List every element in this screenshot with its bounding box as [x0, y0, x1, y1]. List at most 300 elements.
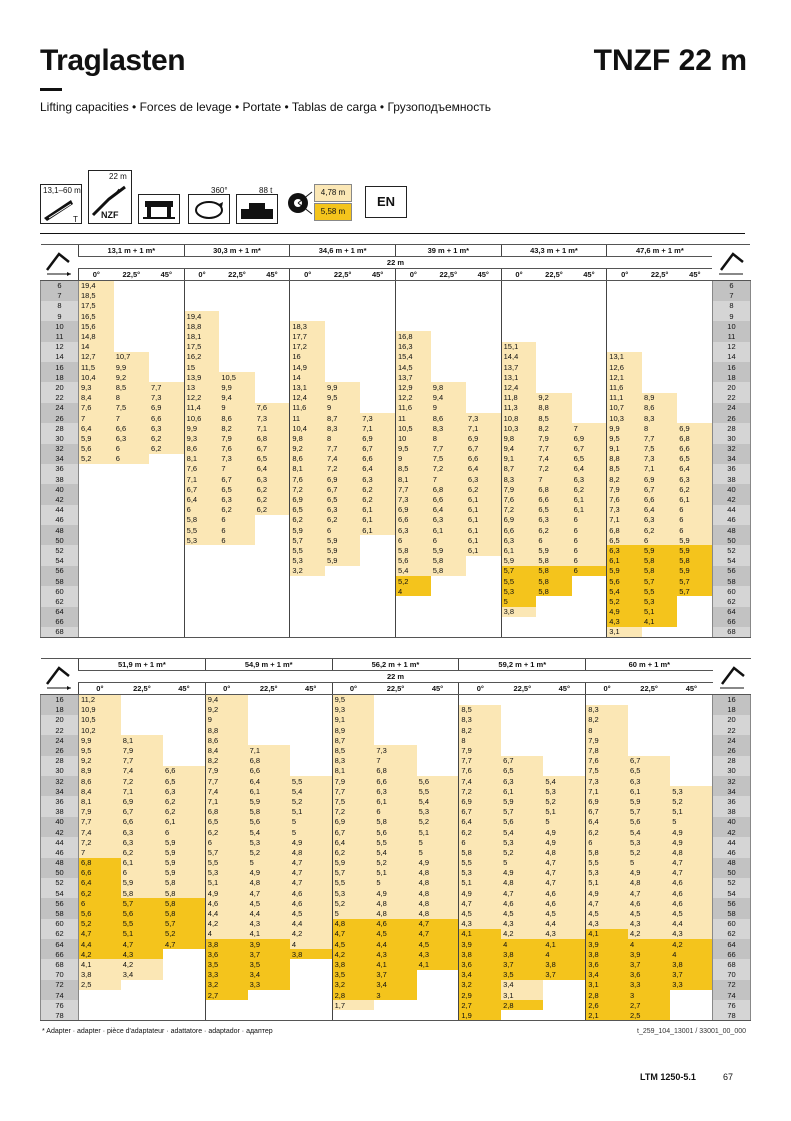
capacity-cell: 6,7 — [184, 484, 219, 494]
capacity-cell: 6,2 — [121, 847, 163, 857]
capacity-cell: 1,9 — [459, 1010, 501, 1020]
capacity-cell — [572, 362, 607, 372]
capacity-cell: 6,3 — [572, 474, 607, 484]
table-row — [41, 878, 751, 888]
capacity-cell: 6,7 — [466, 444, 501, 454]
capacity-cell: 6,9 — [642, 474, 677, 484]
capacity-cell: 9,5 — [395, 444, 430, 454]
capacity-cell — [374, 1000, 416, 1010]
radius-cell: 64 — [712, 607, 750, 617]
outrigger-base-1: 4,78 m — [314, 184, 352, 202]
capacity-cell — [219, 311, 254, 321]
capacity-cell: 6,3 — [360, 474, 395, 484]
capacity-cell: 6,1 — [163, 817, 205, 827]
capacity-cell — [248, 990, 290, 1000]
capacity-cell: 7 — [114, 413, 149, 423]
capacity-cell: 7,1 — [184, 474, 219, 484]
capacity-cell: 3,8 — [586, 949, 628, 959]
capacity-cell: 6 — [219, 515, 254, 525]
capacity-cell: 7,9 — [586, 735, 628, 745]
capacity-cell — [677, 362, 712, 372]
capacity-cell: 9,9 — [114, 362, 149, 372]
capacity-cell — [360, 291, 395, 301]
capacity-cell — [431, 362, 466, 372]
radius-cell: 54 — [713, 888, 751, 898]
capacity-cell — [431, 627, 466, 637]
capacity-cell: 6,6 — [536, 494, 571, 504]
capacity-cell: 6,7 — [642, 484, 677, 494]
capacity-cell: 9,2 — [79, 756, 121, 766]
capacity-cell — [290, 715, 332, 725]
radius-cell: 30 — [41, 433, 79, 443]
capacity-cell: 5,6 — [79, 908, 121, 918]
capacity-cell: 4,6 — [670, 878, 712, 888]
capacity-cell: 6,2 — [360, 484, 395, 494]
capacity-cell: 5,4 — [395, 566, 430, 576]
capacity-cell: 5,5 — [642, 586, 677, 596]
capacity-cell: 5 — [417, 847, 459, 857]
capacity-cell — [572, 607, 607, 617]
capacity-cell: 4,5 — [586, 908, 628, 918]
capacity-cell — [417, 1010, 459, 1020]
capacity-cell: 3,6 — [628, 970, 670, 980]
capacity-cell — [121, 990, 163, 1000]
capacity-cell: 6,2 — [586, 827, 628, 837]
capacity-cell: 5,1 — [459, 878, 501, 888]
capacity-cell: 5,8 — [184, 515, 219, 525]
radius-cell: 36 — [712, 464, 750, 474]
capacity-cell: 6,5 — [607, 535, 642, 545]
boom-length-header: 34,6 m + 1 m* — [290, 245, 396, 257]
angle-header: 45° — [290, 683, 332, 695]
capacity-cell: 6,4 — [332, 837, 374, 847]
capacity-cell: 9,5 — [325, 393, 360, 403]
capacity-cell: 5,5 — [290, 776, 332, 786]
capacity-cell: 10,9 — [79, 705, 121, 715]
capacity-cell: 6 — [459, 837, 501, 847]
capacity-cell — [543, 705, 585, 715]
capacity-cell: 5,5 — [586, 858, 628, 868]
capacity-cell: 3,7 — [248, 949, 290, 959]
capacity-cell: 5,2 — [607, 596, 642, 606]
table-row — [41, 908, 751, 918]
capacity-cell: 6 — [572, 556, 607, 566]
capacity-cell: 5,1 — [670, 807, 712, 817]
radius-cell: 64 — [41, 939, 79, 949]
capacity-cell — [219, 352, 254, 362]
capacity-cell: 6 — [572, 525, 607, 535]
table-row — [41, 342, 751, 352]
capacity-cell: 4,7 — [501, 888, 543, 898]
table-row — [41, 888, 751, 898]
radius-cell: 54 — [712, 556, 750, 566]
capacity-cell: 4,8 — [417, 878, 459, 888]
radius-cell: 64 — [41, 607, 79, 617]
capacity-cell: 4,9 — [459, 888, 501, 898]
capacity-cell: 7,1 — [466, 423, 501, 433]
capacity-cell: 5,2 — [670, 796, 712, 806]
radius-cell: 58 — [41, 908, 79, 918]
radius-cell: 60 — [713, 919, 751, 929]
capacity-cell: 7,9 — [607, 484, 642, 494]
radius-cell: 26 — [41, 413, 79, 423]
capacity-cell — [628, 695, 670, 705]
angle-header: 22,5° — [628, 683, 670, 695]
capacity-cell: 4,7 — [121, 939, 163, 949]
capacity-cell: 3,4 — [586, 970, 628, 980]
capacity-cell: 10,5 — [395, 423, 430, 433]
capacity-cell: 5,2 — [374, 858, 416, 868]
table-row — [41, 735, 751, 745]
capacity-cell: 3,5 — [205, 959, 247, 969]
capacity-cell: 6 — [572, 515, 607, 525]
capacity-cell: 5 — [248, 858, 290, 868]
capacity-cell: 6,7 — [332, 827, 374, 837]
capacity-cell: 6,7 — [586, 807, 628, 817]
capacity-cell: 5,8 — [642, 556, 677, 566]
capacity-cell — [114, 617, 149, 627]
capacity-cell: 6,3 — [431, 515, 466, 525]
radius-cell: 68 — [41, 959, 79, 969]
capacity-cell — [677, 352, 712, 362]
capacity-cell: 6,2 — [255, 484, 290, 494]
capacity-cell — [219, 566, 254, 576]
capacity-cell: 6 — [572, 545, 607, 555]
capacity-cell: 10 — [395, 433, 430, 443]
capacity-cell: 4,8 — [332, 919, 374, 929]
capacity-cell — [501, 311, 536, 321]
capacity-cell — [255, 301, 290, 311]
capacity-cell — [536, 311, 571, 321]
capacity-cell — [572, 311, 607, 321]
capacity-cell — [248, 1000, 290, 1010]
capacity-cell: 6,1 — [628, 786, 670, 796]
capacity-cell: 4,5 — [290, 908, 332, 918]
capacity-cell — [466, 342, 501, 352]
capacity-cell: 6,6 — [248, 766, 290, 776]
capacity-cell: 6 — [677, 515, 712, 525]
capacity-cell — [163, 970, 205, 980]
capacity-cell: 3,9 — [459, 939, 501, 949]
capacity-cell — [290, 311, 325, 321]
capacity-cell — [219, 607, 254, 617]
capacity-cell: 6,2 — [459, 827, 501, 837]
capacity-cell: 5,9 — [325, 535, 360, 545]
capacity-cell: 7,7 — [332, 786, 374, 796]
capacity-cell: 4,7 — [459, 898, 501, 908]
capacity-cell — [79, 494, 114, 504]
capacity-cell — [325, 576, 360, 586]
capacity-cell — [417, 725, 459, 735]
capacity-cell — [417, 745, 459, 755]
capacity-cell: 6,3 — [219, 494, 254, 504]
capacity-cell — [325, 607, 360, 617]
table-row — [41, 372, 751, 382]
capacity-cell — [290, 586, 325, 596]
slewing-icon — [188, 186, 230, 224]
capacity-cell: 12,7 — [79, 352, 114, 362]
capacity-cell — [543, 980, 585, 990]
capacity-cell: 5,5 — [417, 786, 459, 796]
radius-cell: 14 — [41, 352, 79, 362]
capacity-cell: 14,5 — [395, 362, 430, 372]
capacity-cell — [114, 525, 149, 535]
table-row — [41, 847, 751, 857]
capacity-cell — [325, 311, 360, 321]
capacity-cell: 4,3 — [417, 949, 459, 959]
capacity-cell — [121, 980, 163, 990]
capacity-cell — [501, 725, 543, 735]
capacity-cell: 2,8 — [586, 990, 628, 1000]
capacity-cell: 7,5 — [431, 454, 466, 464]
capacity-cell — [163, 980, 205, 990]
radius-cell: 22 — [713, 725, 751, 735]
capacity-grid — [40, 244, 751, 638]
capacity-cell: 4,4 — [79, 939, 121, 949]
capacity-cell: 5,2 — [543, 796, 585, 806]
capacity-cell: 5,2 — [628, 847, 670, 857]
capacity-cell: 6,1 — [607, 556, 642, 566]
capacity-cell: 7,4 — [79, 827, 121, 837]
capacity-cell — [325, 617, 360, 627]
capacity-cell — [290, 766, 332, 776]
capacity-cell — [572, 321, 607, 331]
capacity-cell — [163, 949, 205, 959]
capacity-cell — [543, 745, 585, 755]
capacity-cell — [219, 321, 254, 331]
capacity-cell: 5,7 — [677, 576, 712, 586]
radius-cell: 16 — [41, 695, 79, 705]
capacity-cell: 5,2 — [417, 817, 459, 827]
table-row — [41, 382, 751, 392]
capacity-cell — [79, 566, 114, 576]
capacity-cell: 6,5 — [163, 776, 205, 786]
angle-header: 22,5° — [431, 269, 466, 281]
capacity-cell — [466, 281, 501, 291]
capacity-cell — [114, 464, 149, 474]
capacity-cell: 4,7 — [248, 888, 290, 898]
capacity-cell: 7,1 — [642, 464, 677, 474]
table-row — [41, 919, 751, 929]
capacity-cell — [677, 321, 712, 331]
capacity-cell: 13,9 — [184, 372, 219, 382]
table-row — [41, 576, 751, 586]
capacity-cell — [642, 311, 677, 321]
capacity-cell: 4,4 — [543, 919, 585, 929]
capacity-cell: 4,7 — [417, 919, 459, 929]
crane-radius-icon-right — [713, 659, 751, 695]
capacity-cell — [374, 695, 416, 705]
capacity-cell: 4,2 — [628, 929, 670, 939]
capacity-cell — [543, 735, 585, 745]
capacity-cell — [255, 586, 290, 596]
capacity-cell: 6,2 — [163, 796, 205, 806]
capacity-cell: 8,9 — [642, 393, 677, 403]
capacity-cell: 5,7 — [642, 576, 677, 586]
capacity-cell: 11,5 — [79, 362, 114, 372]
capacity-cell: 7,7 — [431, 444, 466, 454]
capacity-cell — [255, 352, 290, 362]
capacity-cell — [290, 617, 325, 627]
capacity-cell: 9 — [325, 403, 360, 413]
radius-cell: 62 — [41, 929, 79, 939]
capacity-cell: 10,5 — [79, 715, 121, 725]
capacity-cell — [374, 715, 416, 725]
capacity-cell — [121, 1000, 163, 1010]
capacity-cell: 3,8 — [332, 959, 374, 969]
capacity-cell: 4,5 — [543, 908, 585, 918]
capacity-cell: 4,9 — [543, 827, 585, 837]
capacity-cell: 5,6 — [607, 576, 642, 586]
capacity-cell — [572, 617, 607, 627]
capacity-cell — [607, 321, 642, 331]
capacity-cell: 10,8 — [501, 413, 536, 423]
capacity-cell — [290, 980, 332, 990]
capacity-cell: 9,8 — [501, 433, 536, 443]
capacity-cell: 9,1 — [332, 715, 374, 725]
radius-cell: 42 — [41, 494, 79, 504]
table-row — [41, 413, 751, 423]
capacity-cell — [325, 342, 360, 352]
capacity-cell: 4,2 — [290, 929, 332, 939]
capacity-cell: 8 — [325, 433, 360, 443]
capacity-cell: 7,4 — [205, 786, 247, 796]
capacity-cell: 8,6 — [219, 413, 254, 423]
capacity-cell — [374, 1010, 416, 1020]
capacity-cell: 6,9 — [332, 817, 374, 827]
capacity-cell: 9,3 — [332, 705, 374, 715]
table-row — [41, 556, 751, 566]
capacity-cell: 7,2 — [121, 776, 163, 786]
capacity-cell — [466, 556, 501, 566]
capacity-cell: 17,2 — [290, 342, 325, 352]
radius-cell: 20 — [41, 715, 79, 725]
capacity-cell: 6,1 — [360, 505, 395, 515]
capacity-cell: 7,1 — [248, 745, 290, 755]
capacity-cell: 6,4 — [459, 817, 501, 827]
capacity-cell: 3,6 — [586, 959, 628, 969]
capacity-cell: 6,3 — [325, 505, 360, 515]
capacity-cell — [360, 627, 395, 637]
capacity-cell: 6,5 — [501, 766, 543, 776]
radius-cell: 8 — [41, 301, 79, 311]
capacity-cell: 6,5 — [677, 454, 712, 464]
angle-header: 45° — [572, 269, 607, 281]
capacity-cell — [79, 1000, 121, 1010]
capacity-cell — [670, 715, 712, 725]
angle-header: 0° — [607, 269, 642, 281]
table-row — [41, 766, 751, 776]
capacity-cell — [360, 576, 395, 586]
capacity-cell — [628, 705, 670, 715]
capacity-cell: 8,2 — [586, 715, 628, 725]
radius-cell: 66 — [41, 949, 79, 959]
capacity-cell: 6,4 — [255, 464, 290, 474]
capacity-cell: 6,2 — [325, 515, 360, 525]
capacity-cell — [543, 756, 585, 766]
boom-length-header: 47,6 m + 1 m* — [607, 245, 713, 257]
radius-cell: 52 — [712, 545, 750, 555]
capacity-cell — [536, 331, 571, 341]
table-row — [41, 484, 751, 494]
table-row — [41, 505, 751, 515]
capacity-cell: 6,8 — [248, 756, 290, 766]
capacity-cell — [466, 301, 501, 311]
capacity-cell: 6,1 — [501, 545, 536, 555]
capacity-cell: 13,7 — [501, 362, 536, 372]
capacity-cell: 6,9 — [325, 474, 360, 484]
capacity-cell: 6,3 — [466, 474, 501, 484]
capacity-cell — [149, 556, 184, 566]
capacity-cell: 5,8 — [121, 888, 163, 898]
capacity-cell: 3,2 — [459, 980, 501, 990]
capacity-cell: 9,1 — [607, 444, 642, 454]
capacity-cell: 6 — [677, 525, 712, 535]
capacity-cell — [114, 586, 149, 596]
capacity-cell: 5,9 — [677, 535, 712, 545]
angle-header: 0° — [459, 683, 501, 695]
table-row — [41, 715, 751, 725]
capacity-cell: 10,3 — [501, 423, 536, 433]
capacity-cell: 4,7 — [628, 888, 670, 898]
capacity-cell — [572, 596, 607, 606]
capacity-cell — [325, 362, 360, 372]
capacity-cell: 7,9 — [219, 433, 254, 443]
capacity-cell: 7,7 — [395, 484, 430, 494]
capacity-cell: 4,7 — [290, 868, 332, 878]
angle-header: 22,5° — [325, 269, 360, 281]
capacity-cell: 5,8 — [431, 556, 466, 566]
table-row — [41, 1000, 751, 1010]
boom-range-label: 13,1–60 m — [43, 186, 81, 195]
radius-cell: 50 — [41, 535, 79, 545]
capacity-cell: 6,6 — [79, 868, 121, 878]
capacity-cell — [670, 695, 712, 705]
capacity-cell: 6,6 — [114, 423, 149, 433]
capacity-cell: 4 — [670, 949, 712, 959]
radius-cell: 42 — [712, 494, 750, 504]
capacity-cell — [149, 474, 184, 484]
capacity-cell: 7,2 — [431, 464, 466, 474]
capacity-cell: 8,4 — [79, 393, 114, 403]
capacity-cell: 4,9 — [543, 837, 585, 847]
capacity-cell: 11,6 — [290, 403, 325, 413]
capacity-cell: 5 — [543, 817, 585, 827]
capacity-cell — [677, 382, 712, 392]
capacity-cell: 8,8 — [607, 454, 642, 464]
table-row — [41, 817, 751, 827]
table-row — [41, 929, 751, 939]
capacity-cell: 5,3 — [332, 888, 374, 898]
capacity-cell — [417, 1000, 459, 1010]
capacity-cell — [79, 596, 114, 606]
capacity-cell: 8,1 — [290, 464, 325, 474]
capacity-cell — [290, 576, 325, 586]
capacity-cell — [677, 342, 712, 352]
capacity-cell: 7,4 — [121, 766, 163, 776]
radius-cell: 68 — [41, 627, 79, 637]
capacity-cell — [255, 281, 290, 291]
capacity-cell: 5 — [290, 827, 332, 837]
capacity-cell: 3,9 — [586, 939, 628, 949]
table-row — [41, 444, 751, 454]
radius-cell: 62 — [41, 596, 79, 606]
radius-cell: 22 — [41, 393, 79, 403]
capacity-cell — [466, 576, 501, 586]
model-title: TNZF 22 m — [593, 44, 747, 77]
boom-icon — [40, 184, 82, 224]
table-row — [41, 607, 751, 617]
